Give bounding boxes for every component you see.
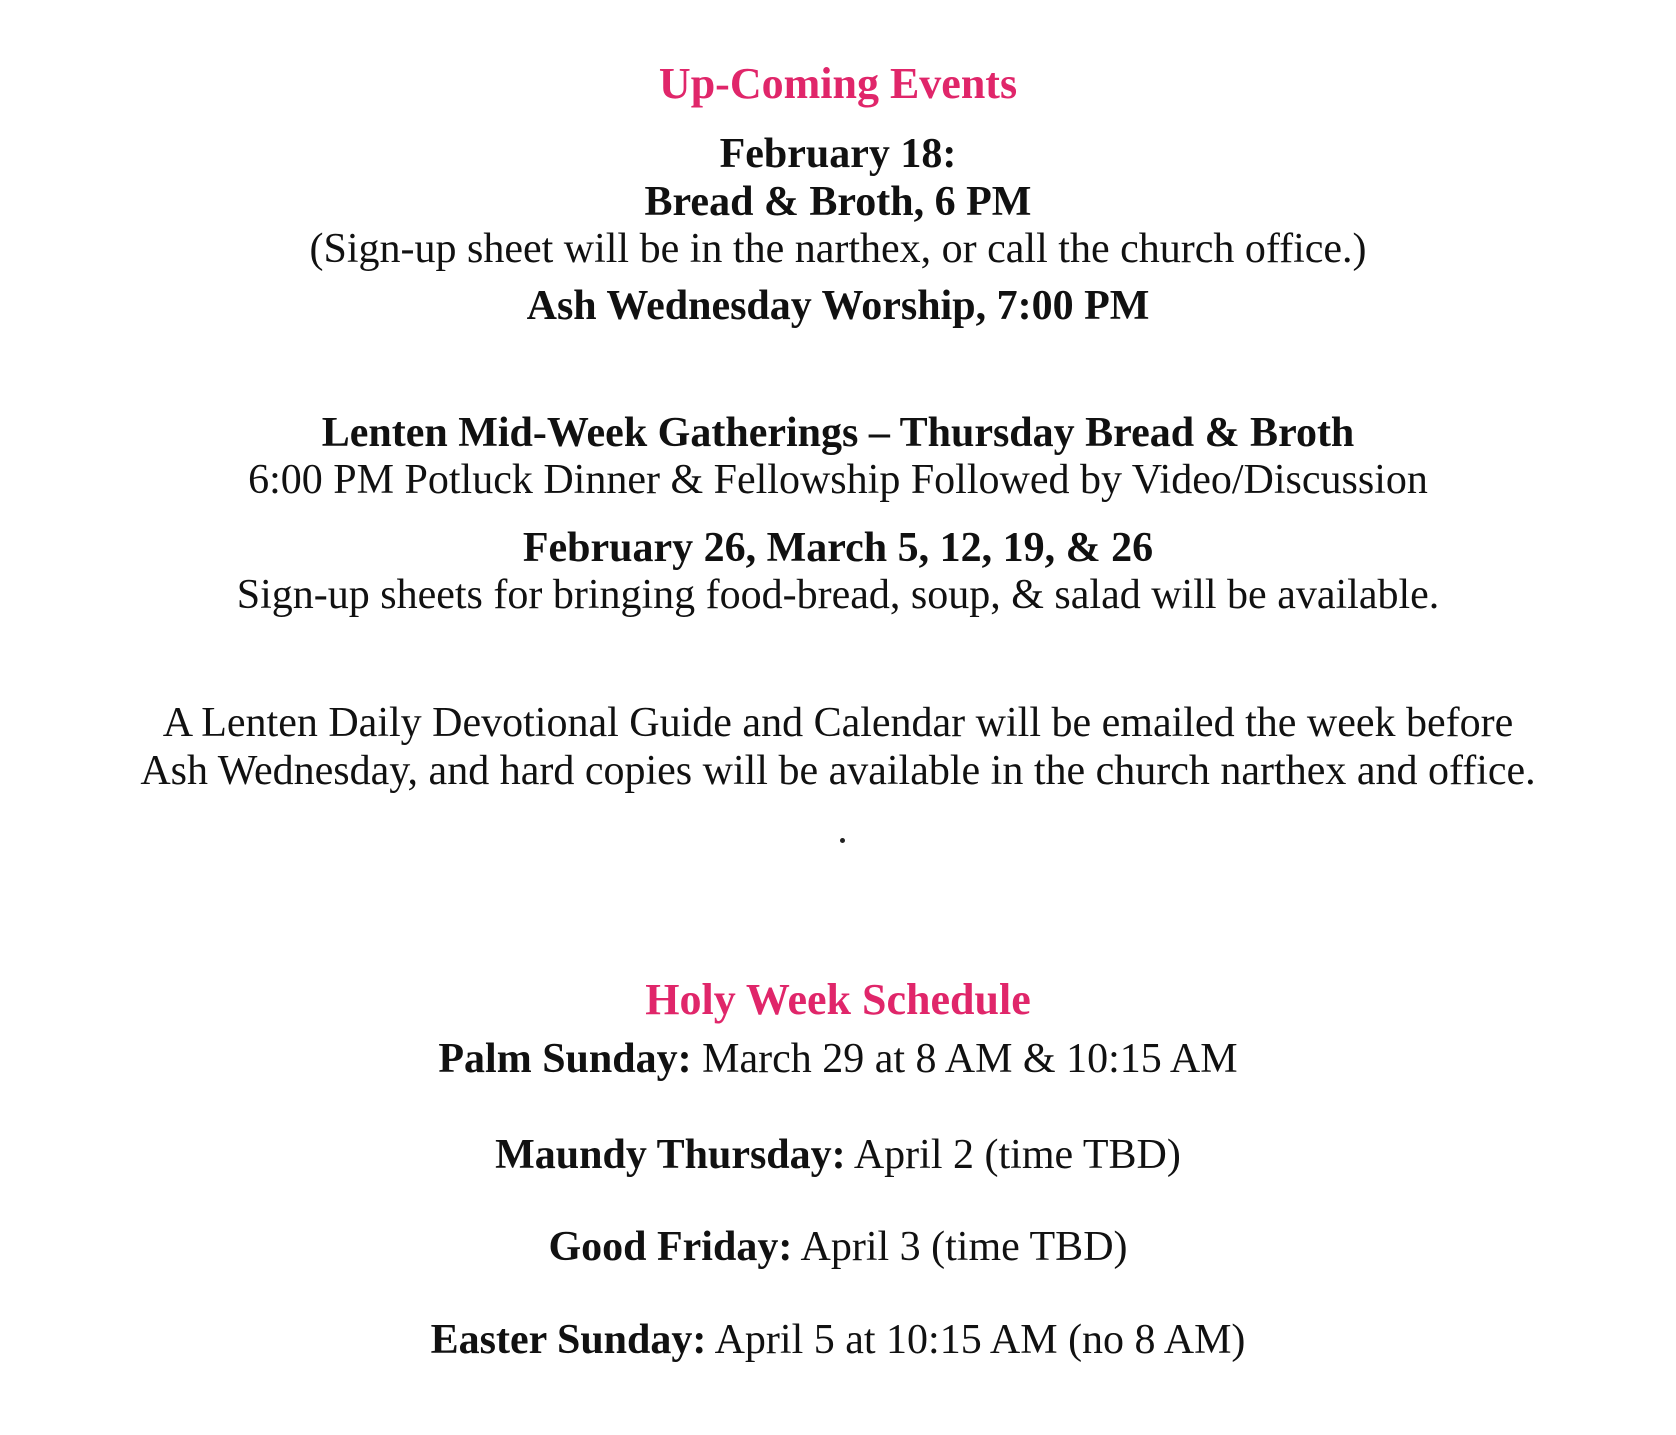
- holy-week-item-label: Maundy Thursday:: [495, 1132, 846, 1178]
- event-signup-note: (Sign-up sheet will be in the narthex, or call the church office.): [309, 226, 1367, 272]
- holy-week-item: [0, 1319, 1676, 1361]
- lenten-gatherings-dates: February 26, March 5, 12, 19, & 26: [522, 525, 1154, 571]
- holy-week-item-label: Easter Sunday:: [430, 1317, 707, 1363]
- devotional-guide-line-1: A Lenten Daily Devotional Guide and Calendar will be emailed the week before: [162, 700, 1514, 746]
- event-bread-broth: Bread & Broth, 6 PM: [644, 179, 1032, 225]
- event-date-feb-18: February 18:: [719, 131, 957, 177]
- devotional-guide-line-2: Ash Wednesday, and hard copies will be available in the church narthex and office.: [140, 748, 1536, 794]
- lenten-gatherings-title: Lenten Mid-Week Gatherings – Thursday Bread & Broth: [321, 410, 1355, 456]
- holy-week-item-value: April 2 (time TBD): [853, 1132, 1181, 1178]
- upcoming-events-heading: Up-Coming Events: [658, 59, 1018, 108]
- lenten-gatherings-description: 6:00 PM Potluck Dinner & Fellowship Followed by Video/Discussion: [248, 457, 1428, 503]
- holy-week-item-value: April 3 (time TBD): [800, 1224, 1128, 1270]
- stray-dot: [840, 838, 845, 843]
- event-ash-wednesday: Ash Wednesday Worship, 7:00 PM: [526, 283, 1150, 329]
- lenten-signup-note: Sign-up sheets for bringing food-bread, soup, & salad will be available.: [236, 572, 1440, 618]
- holy-week-item: [0, 1038, 1676, 1080]
- holy-week-item: [0, 1134, 1676, 1176]
- holy-week-item-label: Palm Sunday:: [438, 1036, 692, 1082]
- holy-week-item-value: March 29 at 8 AM & 10:15 AM: [702, 1036, 1238, 1082]
- holy-week-item-label: Good Friday:: [548, 1224, 793, 1270]
- holy-week-item: [0, 1226, 1676, 1268]
- holy-week-item-value: April 5 at 10:15 AM (no 8 AM): [714, 1317, 1246, 1363]
- holy-week-heading: Holy Week Schedule: [645, 975, 1031, 1024]
